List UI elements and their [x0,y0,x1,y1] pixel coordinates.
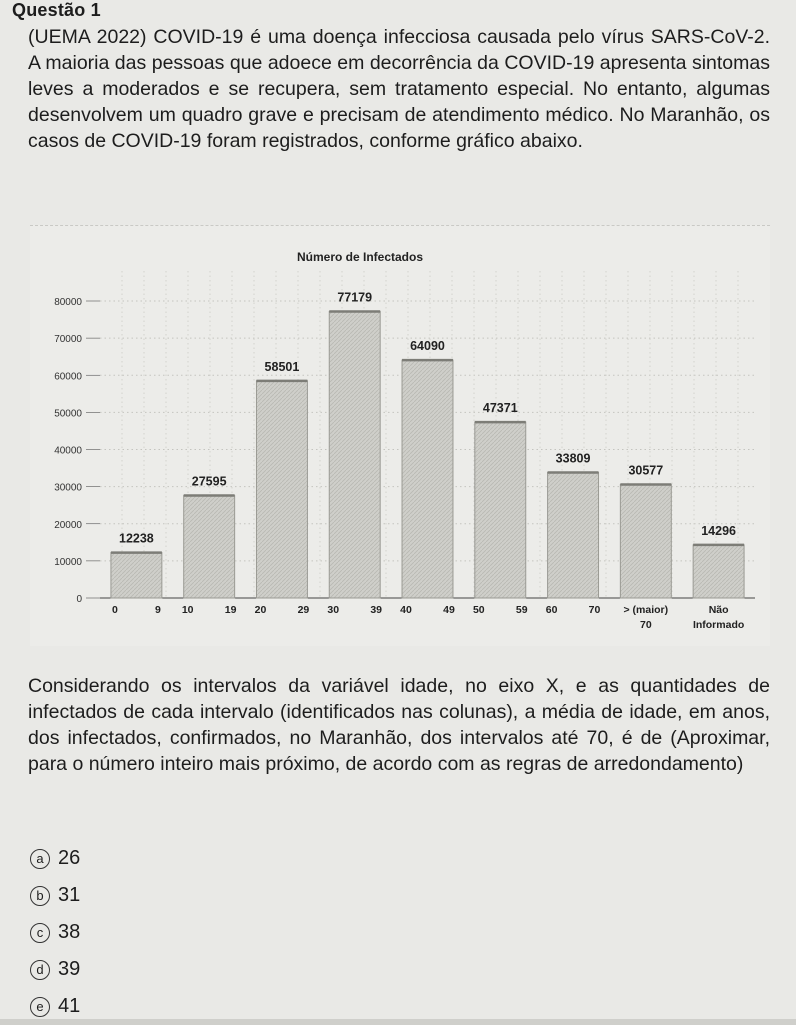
bar-value-label: 27595 [191,474,227,489]
bar [475,422,526,598]
bar-value-label: 33809 [555,451,591,466]
option-b[interactable] [30,877,80,914]
option-d[interactable] [30,951,80,988]
bar [693,545,744,598]
bar-value-label: 47371 [482,401,518,416]
y-tick-label: 80000 [54,297,82,308]
option-letter: c [30,923,50,943]
x-tick-label: 30 [327,604,340,616]
infected-chart [30,225,770,646]
y-tick-label: 70000 [54,334,82,346]
x-tick-label: 10 [181,604,194,616]
option-text: 26 [58,847,81,869]
y-tick-label: 50000 [54,408,82,420]
y-tick-label: 20000 [54,519,82,531]
bar [548,472,599,598]
x-tick-label: 70 [639,619,652,631]
bar [256,381,307,598]
question-text: Considerando os intervalos da variável idade, no eixo X, e as quantidades de infectados de cada intervalo (identificados nas colunas), a média de idade, em anos, dos infectados, confirmados, no Maranhão, dos intervalos até 70, é de (Aproximar, para o número inteiro mais próximo, de acordo com as regras de arredondamento) [28,675,770,775]
bar-value-label: 64090 [410,339,445,354]
y-tick-label: 30000 [54,482,82,494]
bar-value-label: 12238 [119,531,154,546]
bar [620,484,671,598]
option-text: 41 [58,995,81,1017]
bar [329,311,380,598]
option-text: 31 [58,884,81,906]
x-tick-label: Não [708,604,729,616]
chart-title: Número de Infectados [296,250,424,264]
option-a[interactable] [30,840,80,877]
bar [402,360,453,598]
x-tick-label: Informado [692,619,745,631]
bar-value-label: 14296 [701,523,736,538]
y-tick-label: 40000 [54,445,82,457]
x-tick-label: 59 [515,604,528,616]
option-letter: e [30,997,50,1017]
x-tick-label: 60 [545,604,558,616]
x-tick-label: 39 [370,604,383,616]
x-tick-label: 19 [224,604,237,616]
x-tick-label: 49 [443,604,455,616]
x-tick-label: > (maior) [623,604,669,616]
x-tick-label: 9 [154,604,161,616]
option-letter: a [30,849,50,869]
bar-value-label: 58501 [264,359,300,374]
option-text: 39 [58,958,81,980]
option-c[interactable] [30,914,80,951]
option-letter: d [30,960,50,980]
x-tick-label: 0 [111,604,118,616]
answer-options [30,840,80,1025]
option-letter: b [30,886,50,906]
page-bottom-edge [0,1019,796,1025]
x-tick-label: 20 [254,604,267,616]
bar-chart-svg [30,226,770,646]
option-text: 38 [58,921,81,943]
question-title: Questão 1 [12,0,101,20]
x-tick-label: 40 [400,604,412,616]
x-tick-label: 29 [297,604,310,616]
x-tick-label: 50 [472,604,485,616]
y-tick-label: 10000 [54,556,82,568]
x-tick-label: 70 [588,604,601,616]
question-statement: (UEMA 2022) COVID-19 é uma doença infecciosa causada pelo vírus SARS-CoV-2. A maioria das pessoas que adoece em decorrência da COVID-19 apresenta sintomas leves a moderados e se recupera, sem tratamento especial. No entanto, algumas desenvolvem um quadro grave e precisam de atendimento médico. No Maranhão, os casos de COVID-19 foram registrados, conforme gráfico abaixo. [28,26,770,152]
bar-value-label: 30577 [628,463,664,478]
y-tick-label: 0 [76,594,82,605]
bar [184,496,235,598]
y-tick-label: 60000 [54,371,82,383]
bar-value-label: 77179 [337,290,373,305]
bar [111,553,162,598]
